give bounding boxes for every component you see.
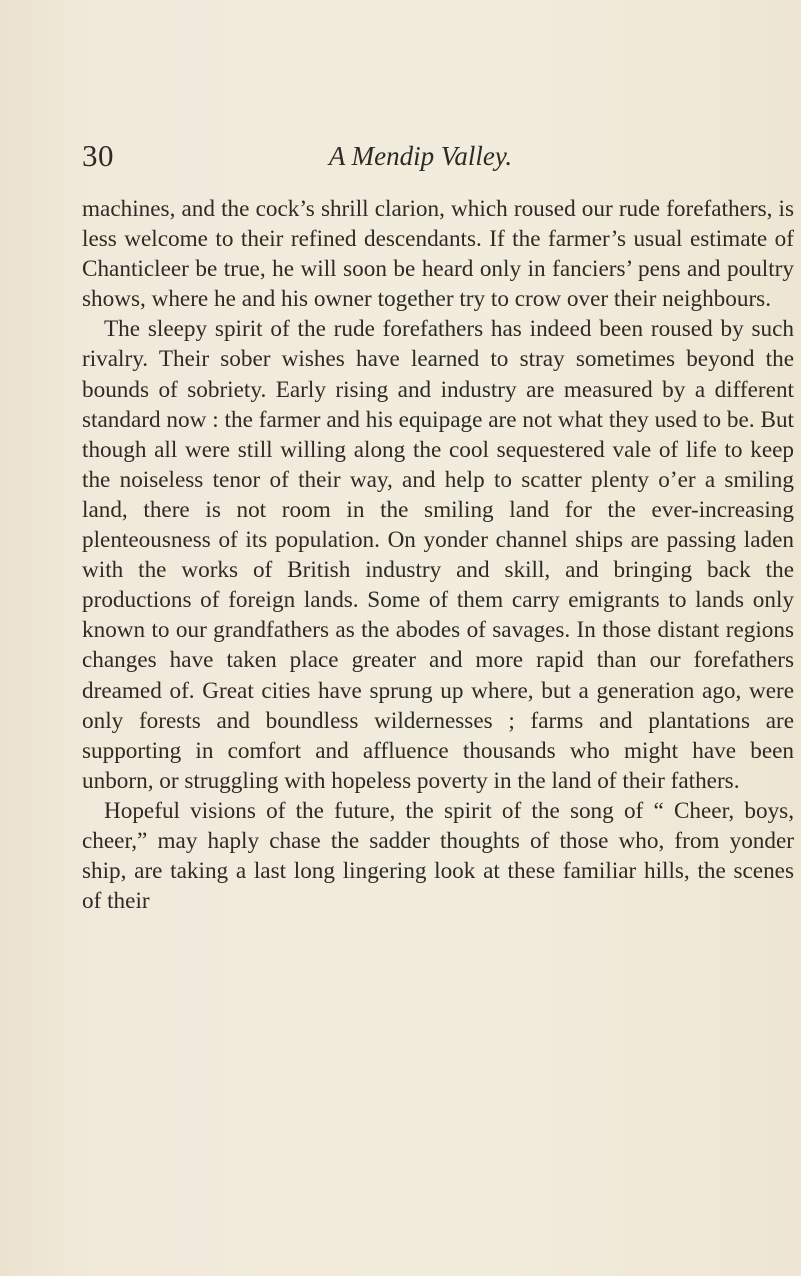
page-number: 30	[82, 138, 114, 173]
paragraph: Hopeful visions of the future, the spirit of the song of “ Cheer, boys, cheer,” may haply chase the sadder thoughts of those who, from yonder ship, are taking a last long lingering look at these familiar hills, the scenes of their	[82, 797, 794, 915]
body-text	[82, 194, 794, 916]
paragraph-continued: machines, and the cock’s shrill clarion, which roused our rude forefathers, is less welcome to their refined descendants. If the farmer’s usual estimate of Chanticleer be true, he will soon be heard only in fanciers’ pens and poultry shows, where he and his owner together try to crow over their neighbours.	[82, 196, 794, 313]
paragraph: The sleepy spirit of the rude forefathers has indeed been roused by such rivalry. Their sober wishes have learned to stray sometimes beyond the bounds of sobriety. Early rising and industry are measured by a different standard now : the farmer and his equipage are not what they used to be. But though all were still willing along the cool sequestered vale of life to keep the noiseless tenor of their way, and help to scatter plenty o’er a smiling land, there is not room in the smiling land for the ever-increasing plenteousness of its population. On yonder channel ships are passing laden with the works of British industry and skill, and bringing back the productions of foreign lands. Some of them carry emigrants to lands only known to our grandfathers as the abodes of savages. In those distant regions changes have taken place greater and more rapid than our forefathers dreamed of. Great cities have sprung up where, but a generation ago, were only forests and boundless wildernesses ; farms and plantations are supporting in comfort and affluence thousands who might have been unborn, or struggling with hopeless poverty in the land of their fathers.	[82, 316, 794, 794]
page-header	[0, 136, 801, 176]
running-title: A Mendip Valley.	[328, 141, 513, 171]
